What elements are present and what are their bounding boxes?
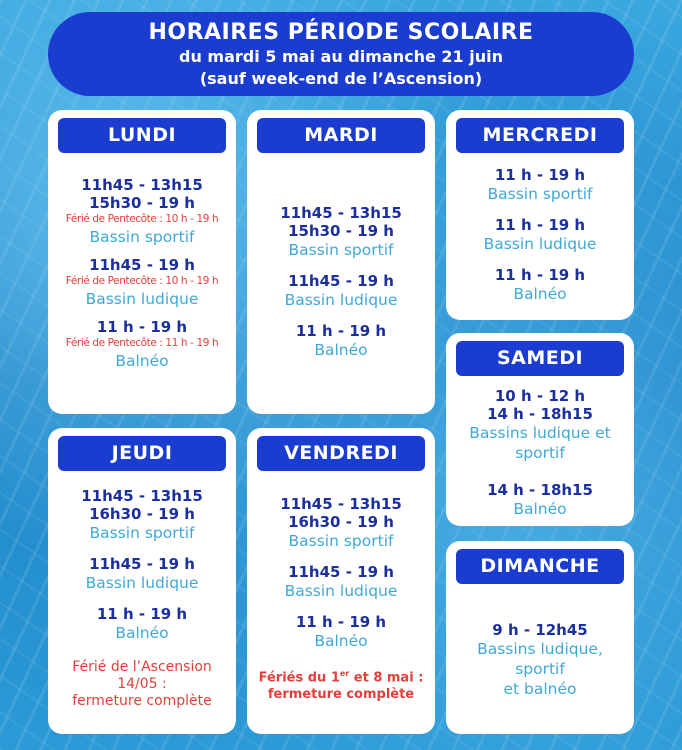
- day-title-dimanche: DIMANCHE: [456, 549, 624, 584]
- card-vendredi: [247, 428, 435, 734]
- vendredi-ludique-label: Bassin ludique: [284, 582, 398, 600]
- mardi-balneo-label: Balnéo: [314, 341, 368, 359]
- card-lundi: [48, 110, 236, 414]
- mardi-ludique-time: 11h45 - 19 h: [288, 272, 394, 290]
- mercredi-balneo-label: Balnéo: [513, 285, 567, 303]
- card-mercredi: [446, 110, 634, 320]
- vendredi-sportif-time-2: 16h30 - 19 h: [288, 513, 394, 531]
- samedi-mixed-time-2: 14 h - 18h15: [487, 405, 593, 423]
- header-banner: [48, 12, 634, 96]
- vendredi-closure-sup: er: [339, 669, 350, 678]
- day-title-vendredi: VENDREDI: [257, 436, 425, 471]
- vendredi-closure-suffix: et 8 mai :: [349, 670, 424, 686]
- mardi-sportif-time-2: 15h30 - 19 h: [288, 222, 394, 240]
- samedi-mixed-label-2: sportif: [515, 444, 565, 462]
- lundi-balneo-time: 11 h - 19 h: [96, 318, 188, 336]
- mardi-balneo-time: 11 h - 19 h: [295, 322, 387, 340]
- vendredi-sportif-time-1: 11h45 - 13h15: [280, 495, 402, 513]
- lundi-balneo-label: Balnéo: [115, 352, 169, 370]
- page-title: HORAIRES PÉRIODE SCOLAIRE: [148, 20, 534, 45]
- mercredi-ludique-time: 11 h - 19 h: [494, 216, 586, 234]
- exception-note: (sauf week-end de l’Ascension): [199, 69, 483, 88]
- jeudi-sportif-time-1: 11h45 - 13h15: [81, 487, 203, 505]
- samedi-mixed-time-1: 10 h - 12 h: [494, 387, 586, 405]
- samedi-mixed-label-1: Bassins ludique et: [469, 424, 611, 442]
- vendredi-sportif-label: Bassin sportif: [288, 532, 394, 550]
- jeudi-closure-line-2: 14/05 :: [117, 676, 167, 692]
- lundi-sportif-label: Bassin sportif: [89, 228, 195, 246]
- mercredi-balneo-time: 11 h - 19 h: [494, 266, 586, 284]
- card-samedi: [446, 333, 634, 526]
- samedi-balneo-time: 14 h - 18h15: [487, 481, 593, 499]
- lundi-ludique-time: 11h45 - 19 h: [89, 256, 195, 274]
- lundi-sportif-holiday: Férié de Pentecôte : 10 h - 19 h: [65, 213, 219, 225]
- vendredi-closure-line-1: [247, 665, 435, 686]
- card-dimanche: [446, 541, 634, 734]
- day-title-jeudi: JEUDI: [58, 436, 226, 471]
- vendredi-balneo-time: 11 h - 19 h: [295, 613, 387, 631]
- jeudi-closure-line-3: fermeture complète: [72, 693, 212, 709]
- jeudi-balneo-label: Balnéo: [115, 624, 169, 642]
- dimanche-all-label-1: Bassins ludique,: [477, 640, 603, 658]
- day-title-mercredi: MERCREDI: [456, 118, 624, 153]
- vendredi-closure-prefix: Fériés du 1: [258, 670, 340, 686]
- jeudi-ludique-label: Bassin ludique: [85, 574, 199, 592]
- lundi-sportif-time-2: 15h30 - 19 h: [89, 194, 195, 212]
- mercredi-ludique-label: Bassin ludique: [483, 235, 597, 253]
- mercredi-sportif-time: 11 h - 19 h: [494, 166, 586, 184]
- mardi-sportif-time-1: 11h45 - 13h15: [280, 204, 402, 222]
- vendredi-ludique-time: 11h45 - 19 h: [288, 563, 394, 581]
- card-mardi: [247, 110, 435, 414]
- mardi-ludique-label: Bassin ludique: [284, 291, 398, 309]
- mercredi-sportif-label: Bassin sportif: [487, 185, 593, 203]
- jeudi-sportif-label: Bassin sportif: [89, 524, 195, 542]
- jeudi-balneo-time: 11 h - 19 h: [96, 605, 188, 623]
- day-title-mardi: MARDI: [257, 118, 425, 153]
- mardi-sportif-label: Bassin sportif: [288, 241, 394, 259]
- day-title-lundi: LUNDI: [58, 118, 226, 153]
- jeudi-closure-line-1: Férié de l’Ascension: [72, 659, 212, 675]
- dimanche-all-label-2: sportif: [515, 660, 565, 678]
- day-title-samedi: SAMEDI: [456, 341, 624, 376]
- dimanche-all-label-3: et balnéo: [503, 680, 577, 698]
- jeudi-ludique-time: 11h45 - 19 h: [89, 555, 195, 573]
- samedi-balneo-label: Balnéo: [513, 500, 567, 518]
- jeudi-sportif-time-2: 16h30 - 19 h: [89, 505, 195, 523]
- date-range: du mardi 5 mai au dimanche 21 juin: [179, 47, 503, 66]
- lundi-ludique-holiday: Férié de Pentecôte : 10 h - 19 h: [65, 275, 219, 287]
- dimanche-all-time: 9 h - 12h45: [492, 621, 588, 639]
- lundi-sportif-time-1: 11h45 - 13h15: [81, 176, 203, 194]
- card-jeudi: [48, 428, 236, 734]
- lundi-ludique-label: Bassin ludique: [85, 290, 199, 308]
- lundi-balneo-holiday: Férié de Pentecôte : 11 h - 19 h: [65, 337, 219, 349]
- vendredi-balneo-label: Balnéo: [314, 632, 368, 650]
- vendredi-closure-line-2: fermeture complète: [267, 687, 415, 703]
